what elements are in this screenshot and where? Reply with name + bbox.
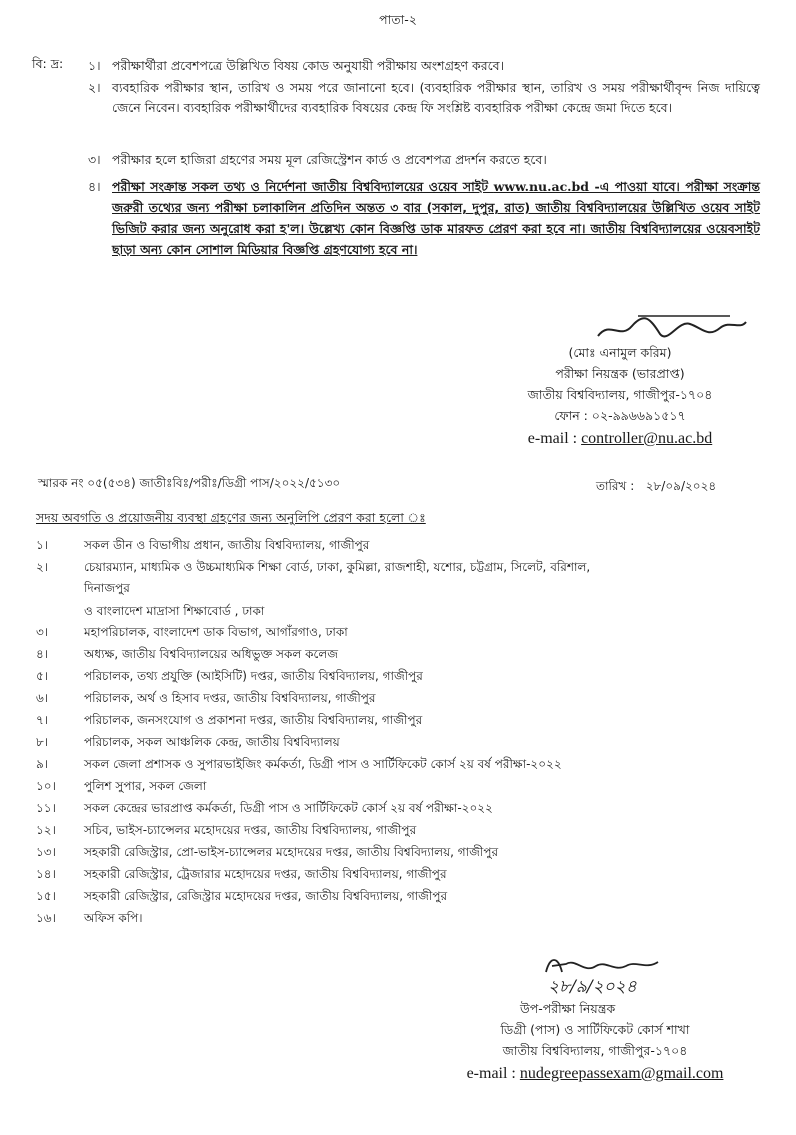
cc-number: ১৬। xyxy=(36,911,56,925)
cc-number: ৬। xyxy=(36,691,49,705)
cc-item xyxy=(36,535,766,557)
cc-item xyxy=(36,557,766,622)
signatory-controller xyxy=(470,342,770,449)
cc-number: ১০। xyxy=(36,779,56,793)
cc-item xyxy=(36,886,766,908)
note-number: ১। xyxy=(88,58,101,73)
cc-text: পরিচালক, সকল আঞ্চলিক কেন্দ্র, জাতীয় বিশ্ববিদ্যালয় xyxy=(84,735,340,749)
cc-number: ৭। xyxy=(36,713,49,727)
signatory-org: জাতীয় বিশ্ববিদ্যালয়, গাজীপুর-১৭০৪ xyxy=(502,1043,688,1058)
note-text: ব্যবহারিক পরীক্ষার স্থান, তারিখ ও সময় পরে জানানো হবে। (ব্যবহারিক পরীক্ষার স্থান, তারিখ ও সময় পরীক্ষার্থীবৃন্দ নিজ দায়িত্বে জেনে নিবেন। ব্যবহারিক পরীক্ষার্থীদের ব্যবহারিক বিষয়ের কেন্দ্র ফি সংশ্লিষ্ট ব্যবহারিক পরীক্ষা কেন্দ্রে জমা দিতে হবে। xyxy=(112,80,760,115)
cc-text: মহাপরিচালক, বাংলাদেশ ডাক বিভাগ, আগাঁরগাও, ঢাকা xyxy=(84,625,348,639)
note-item-important xyxy=(88,176,760,260)
cc-item xyxy=(36,622,766,644)
website-link[interactable]: www.nu.ac.bd xyxy=(493,179,590,194)
cc-number: ২। xyxy=(36,560,49,574)
cc-number: ১৫। xyxy=(36,889,56,903)
cc-text: অধ্যক্ষ, জাতীয় বিশ্ববিদ্যালয়ের অধিভুক্ত সকল কলেজ xyxy=(84,647,339,661)
cc-item xyxy=(36,842,766,864)
cc-item xyxy=(36,710,766,732)
cc-text-block xyxy=(84,557,766,622)
cc-text: পুলিশ সুপার, সকল জেলা xyxy=(84,779,207,793)
cc-number: ৩। xyxy=(36,625,49,639)
cc-text: ও বাংলাদেশ মাদ্রাসা শিক্ষাবোর্ড , ঢাকা xyxy=(84,604,265,618)
signatory-deputy xyxy=(430,998,760,1084)
cc-number: ১১। xyxy=(36,801,56,815)
cc-item xyxy=(36,776,766,798)
cc-text: সহকারী রেজিস্ট্রার, ট্রেজারার মহোদয়ের দপ্তর, জাতীয় বিশ্ববিদ্যালয়, গাজীপুর xyxy=(84,867,447,881)
page-number: পাতা-২ xyxy=(379,12,417,27)
signatory-name: (মোঃ এনামুল করিম) xyxy=(568,345,672,360)
cc-item xyxy=(36,688,766,710)
cc-item xyxy=(36,798,766,820)
note-text: পরীক্ষার হলে হাজিরা গ্রহণের সময় মূল রেজিস্ট্রেশন কার্ড ও প্রবেশপত্র প্রদর্শন করতে হবে। xyxy=(112,152,547,167)
cc-number: ৫। xyxy=(36,669,49,683)
cc-list xyxy=(36,535,766,930)
signatory-title: উপ-পরীক্ষা নিয়ন্ত্রক xyxy=(520,1001,616,1016)
cc-number: ৪। xyxy=(36,647,49,661)
cc-number: ১২। xyxy=(36,823,56,837)
cc-number: ১৩। xyxy=(36,845,56,859)
notes-label: বি: দ্র: xyxy=(32,56,64,71)
note-text-part: পরীক্ষা সংক্রান্ত সকল তথ্য ও নির্দেশনা জাতীয় বিশ্ববিদ্যালয়ের ওয়েব সাইট xyxy=(112,179,494,194)
cc-item xyxy=(36,732,766,754)
note-text: পরীক্ষার্থীরা প্রবেশপত্রে উল্লিখিত বিষয় কোড অনুযায়ী পরীক্ষায় অংশগ্রহণ করবে। xyxy=(112,58,505,73)
cc-text: পরিচালক, অর্থ ও হিসাব দপ্তর, জাতীয় বিশ্ববিদ্যালয়, গাজীপুর xyxy=(84,691,376,705)
email-link[interactable]: nudegreepassexam@gmail.com xyxy=(519,1065,724,1082)
cc-number: ১। xyxy=(36,538,49,552)
note-item xyxy=(88,56,760,76)
signatory-title: পরীক্ষা নিয়ন্ত্রক (ভারপ্রাপ্ত) xyxy=(555,366,685,381)
note-number: ৪। xyxy=(88,179,101,194)
cc-item xyxy=(36,754,766,776)
signatory-email xyxy=(470,428,770,449)
signatory-dept: ডিগ্রী (পাস) ও সার্টিফিকেট কোর্স শাখা xyxy=(500,1022,690,1037)
cc-number: ৯। xyxy=(36,757,49,771)
cc-text: চেয়ারম্যান, মাধ্যমিক ও উচ্চমাধ্যমিক শিক্ষা বোর্ড, ঢাকা, কুমিল্লা, রাজশাহী, যশোর, চট্টগ্রাম, সিলেট, বরিশাল, xyxy=(84,560,591,574)
email-link[interactable]: controller@nu.ac.bd xyxy=(581,430,713,447)
date-label: তারিখ : xyxy=(596,479,635,493)
cc-text: দিনাজপুর xyxy=(84,581,130,595)
cc-item xyxy=(36,644,766,666)
cc-text: সকল ডীন ও বিভাগীয় প্রধান, জাতীয় বিশ্ববিদ্যালয়, গাজীপুর xyxy=(84,538,370,552)
cc-text: অফিস কপি। xyxy=(84,911,143,925)
date-value: ২৮/০৯/২০২৪ xyxy=(645,479,717,493)
handwritten-date: ২৮/৯/২০২৪ xyxy=(548,977,637,997)
note-item xyxy=(88,78,760,118)
cc-text: সকল কেন্দ্রের ভারপ্রাপ্ত কর্মকর্তা, ডিগ্রী পাস ও সার্টিফিকেট কোর্স ২য় বর্ষ পরীক্ষা-২০২২ xyxy=(84,801,493,815)
cc-text: সহকারী রেজিস্ট্রার, রেজিস্ট্রার মহোদয়ের দপ্তর, জাতীয় বিশ্ববিদ্যালয়, গাজীপুর xyxy=(84,889,448,903)
note-number: ২। xyxy=(88,80,101,95)
signatory-phone: ফোন : ০২-৯৯৬৬৯১৫১৭ xyxy=(554,408,686,423)
cc-text: পরিচালক, জনসংযোগ ও প্রকাশনা দপ্তর, জাতীয় বিশ্ববিদ্যালয়, গাজীপুর xyxy=(84,713,423,727)
note-item xyxy=(88,150,760,170)
cc-number: ৮। xyxy=(36,735,49,749)
cc-text: সচিব, ভাইস-চ্যান্সেলর মহোদয়ের দপ্তর, জাতীয় বিশ্ববিদ্যালয়, গাজীপুর xyxy=(84,823,417,837)
cc-text: পরিচালক, তথ্য প্রযুক্তি (আইসিটি) দপ্তর, জাতীয় বিশ্ববিদ্যালয়, গাজীপুর xyxy=(84,669,423,683)
note-text-part: -এ পাওয়া যাবে। পরীক্ষা সংক্রান্ত জরুরী তথ্যের জন্য পরীক্ষা চলাকালিন প্রতিদিন অন্তত ৩ বার (সকাল, দুপুর, রাত) জাতীয় বিশ্ববিদ্যালয়ের উল্লিখিত ওয়েব সাইট ভিজিট করার জন্য অনুরোধ করা হ'ল। উল্লেখ্য কোন বিজ্ঞপ্তি ডাক মারফত প্রেরণ করা হবে না। জাতীয় বিশ্ববিদ্যালয়ের ওয়েবসাইট ছাড়া অন্য কোন সোশাল মিডিয়ার বিজ্ঞপ্তি গ্রহণযোগ্য হবে না। xyxy=(112,179,760,257)
memo-number: স্মারক নং ০৫(৫৩৪) জাতীঃবিঃ/পরীঃ/ডিগ্রী পাস/২০২২/৫১৩০ xyxy=(38,476,341,490)
email-label: e-mail : xyxy=(527,430,582,447)
signatory-email xyxy=(430,1063,760,1084)
note-text xyxy=(112,176,760,260)
cc-item xyxy=(36,820,766,842)
cc-item xyxy=(36,666,766,688)
cc-item xyxy=(36,864,766,886)
cc-heading: সদয় অবগতি ও প্রয়োজনীয় ব্যবস্থা গ্রহণের জন্য অনুলিপি প্রেরণ করা হলো ঃ xyxy=(36,510,426,525)
cc-number: ১৪। xyxy=(36,867,56,881)
signatory-org: জাতীয় বিশ্ববিদ্যালয়, গাজীপুর-১৭০৪ xyxy=(527,387,713,402)
email-label: e-mail : xyxy=(466,1065,520,1082)
cc-text: সকল জেলা প্রশাসক ও সুপারভাইজিং কর্মকর্তা, ডিগ্রী পাস ও সার্টিফিকেট কোর্স ২য় বর্ষ পরীক্ষা-২০২২ xyxy=(84,757,562,771)
cc-item xyxy=(36,908,766,930)
cc-text: সহকারী রেজিস্ট্রার, প্রো-ভাইস-চ্যান্সেলর মহোদয়ের দপ্তর, জাতীয় বিশ্ববিদ্যালয়, গাজীপুর xyxy=(84,845,499,859)
memo-date xyxy=(596,478,716,498)
note-number: ৩। xyxy=(88,152,101,167)
